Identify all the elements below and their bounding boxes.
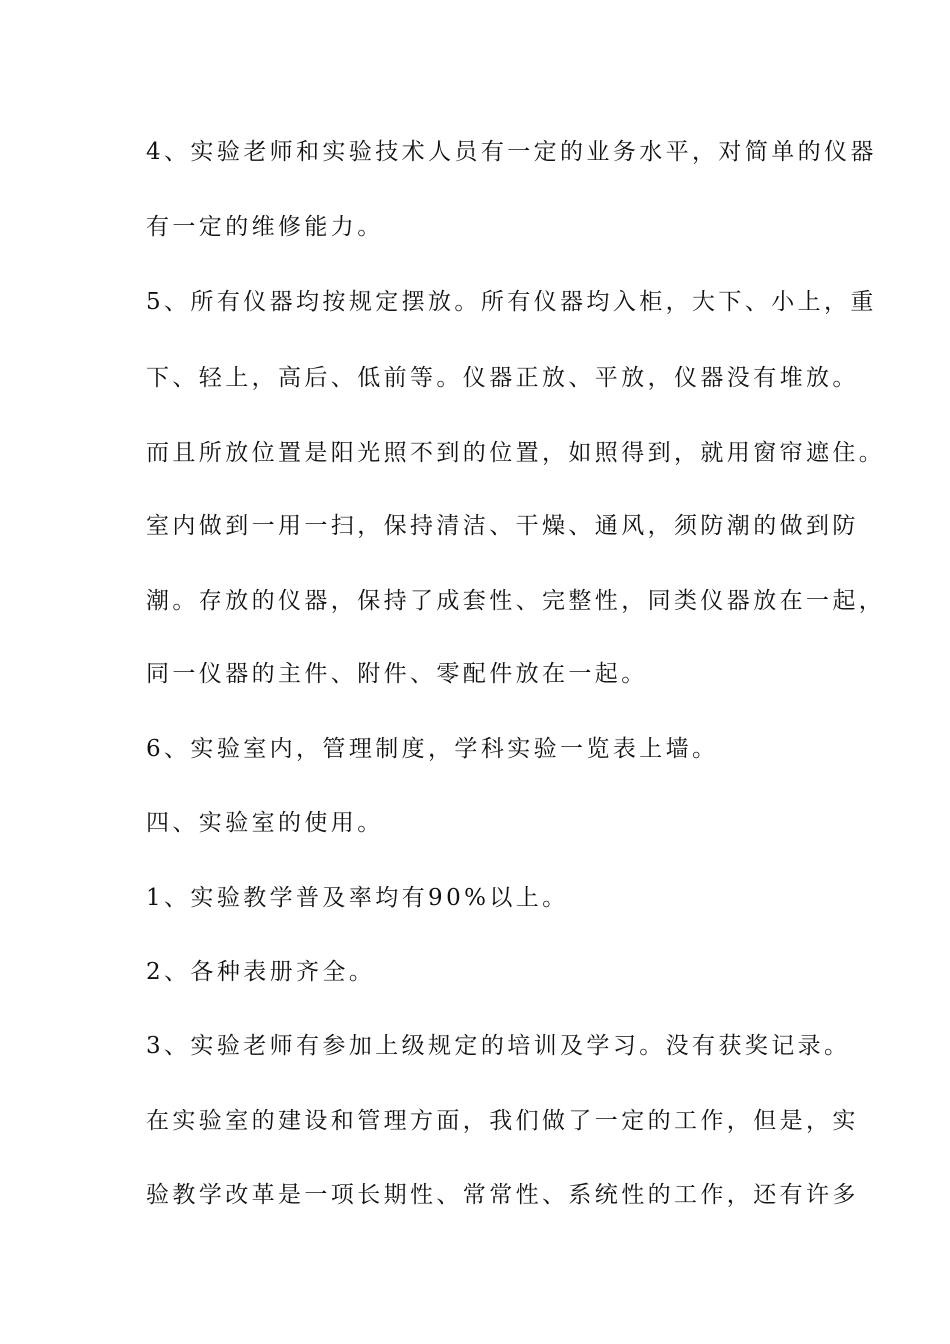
text-line: 2、各种表册齐全。 <box>146 959 376 985</box>
text-line: 同一仪器的主件、附件、零配件放在一起。 <box>146 661 648 687</box>
text-line: 6、实验室内，管理制度，学科实验一览表上墙。 <box>146 736 719 762</box>
text-line: 4、实验老师和实验技术人员有一定的业务水平，对简单的仪器 <box>146 139 877 165</box>
text-line: 3、实验老师有参加上级规定的培训及学习。没有获奖记录。 <box>146 1033 851 1059</box>
text-line: 1、实验教学普及率均有90%以上。 <box>146 885 569 911</box>
text-line: 下、轻上，高后、低前等。仪器正放、平放，仪器没有堆放。 <box>146 365 859 391</box>
section-heading: 四、实验室的使用。 <box>146 810 384 836</box>
text-line: 室内做到一用一扫，保持清洁、干燥、通风，须防潮的做到防 <box>146 513 859 539</box>
text-line: 潮。存放的仪器，保持了成套性、完整性，同类仪器放在一起， <box>146 588 886 614</box>
text-line: 有一定的维修能力。 <box>146 214 384 240</box>
text-line: 而且所放位置是阳光照不到的位置，如照得到，就用窗帘遮住。 <box>146 440 886 466</box>
text-line: 在实验室的建设和管理方面，我们做了一定的工作，但是，实 <box>146 1108 859 1134</box>
text-line: 5、所有仪器均按规定摆放。所有仪器均入柜，大下、小上，重 <box>146 289 877 315</box>
text-line: 验教学改革是一项长期性、常常性、系统性的工作，还有许多 <box>146 1182 859 1208</box>
